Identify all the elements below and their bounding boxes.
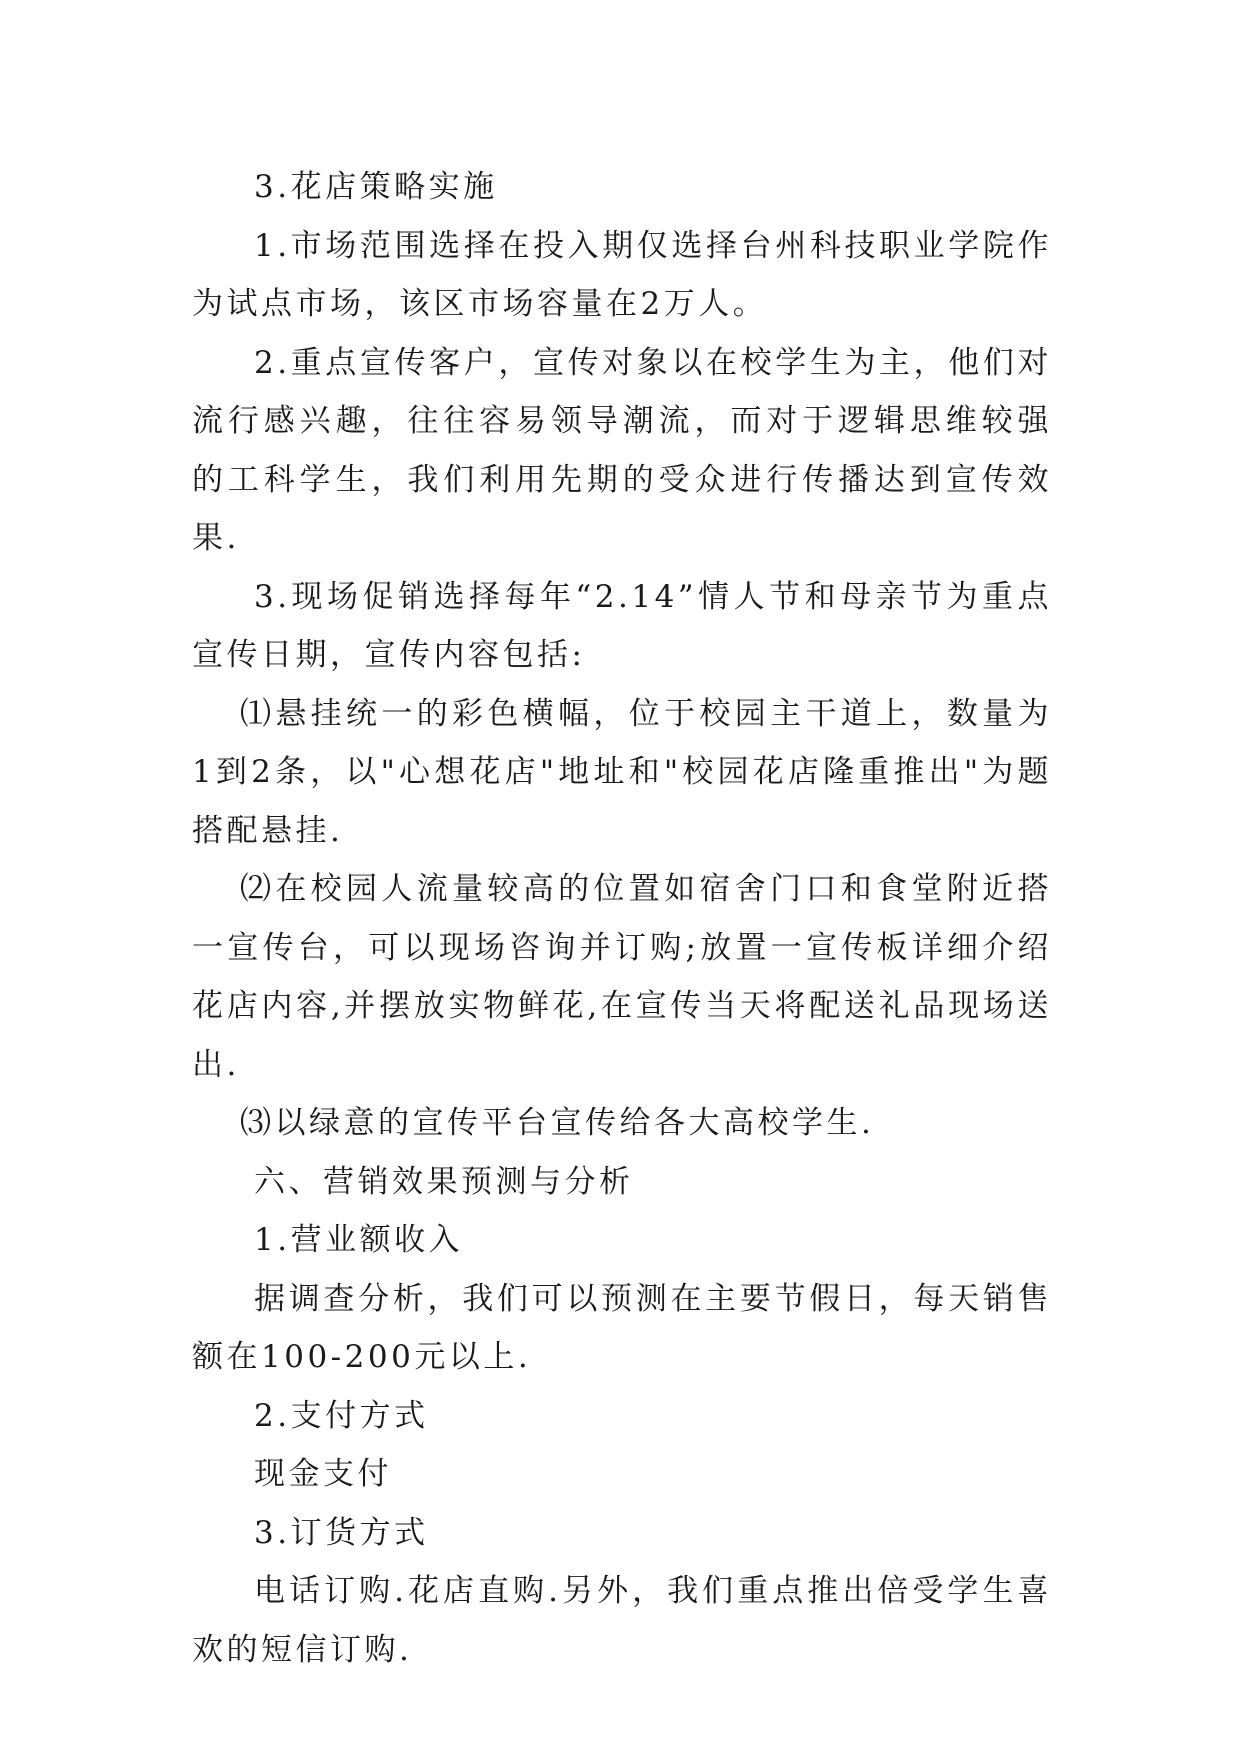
paragraph-onsite-promotion: 3.现场促销选择每年“2.14”情人节和母亲节为重点宣传日期，宣传内容包括:	[192, 578, 1052, 673]
paragraph-key-customers: 2.重点宣传客户，宣传对象以在校学生为主，他们对流行感兴趣，往往容易领导潮流，而对于逻辑思维较强的工科学生，我们利用先期的受众进行传播达到宣传效果.	[192, 344, 1052, 556]
section-heading-forecast: 六、营销效果预测与分析	[254, 1163, 634, 1200]
subheading-revenue: 1.营业额收入	[254, 1222, 464, 1258]
paragraph-promo-booth: ⑵在校园人流量较高的位置如宿舍门口和食堂附近搭一宣传台，可以现场咨询并订购;放置一宣传板详细介绍花店内容,并摆放实物鲜花,在宣传当天将配送礼品现场送出.	[192, 871, 1052, 1083]
paragraph-banner: ⑴悬挂统一的彩色横幅，位于校园主干道上，数量为1到2条，以"心想花店"地址和"校园花店隆重推出"为题搭配悬挂.	[192, 695, 1052, 849]
section-heading-strategy: 3.花店策略实施	[254, 169, 498, 205]
document-body	[192, 158, 1052, 1679]
paragraph-platform: ⑶以绿意的宣传平台宣传给各大高校学生.	[240, 1105, 875, 1141]
paragraph-payment: 现金支付	[254, 1456, 392, 1492]
paragraph-ordering: 电话订购.花店直购.另外，我们重点推出倍受学生喜欢的短信订购.	[192, 1573, 1052, 1668]
paragraph-revenue: 据调查分析，我们可以预测在主要节假日，每天销售额在100-200元以上.	[192, 1280, 1052, 1375]
subheading-payment: 2.支付方式	[254, 1397, 429, 1434]
paragraph-market-scope: 1.市场范围选择在投入期仅选择台州科技职业学院作为试点市场，该区市场容量在2万人。	[192, 227, 1052, 322]
subheading-ordering: 3.订货方式	[254, 1514, 429, 1551]
